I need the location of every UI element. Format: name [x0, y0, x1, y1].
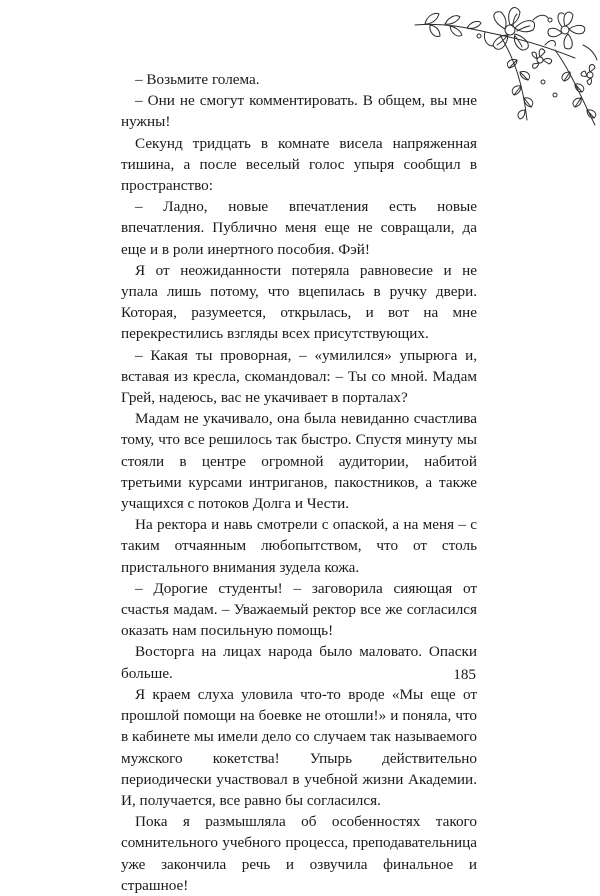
body-text — [121, 69, 477, 896]
paragraph: Я краем слуха уловила что-то вроде «Мы еще от прошлой помощи на боевке не отошли!» и поняла, что в кабинете мы имели дело со случаем так называемого мужского кокетства! Упырь действительно периодически участвовал в учебной жизни Академии. И, получается, все равно бы согласился. — [121, 685, 477, 809]
paragraph: – Ладно, новые впечатления есть новые впечатления. Публично меня еще не совращали, да еще и в роли инертного пособия. Фэй! — [121, 198, 477, 258]
paragraph: На ректора и навь смотрели с опаской, а на меня – с таким отчаянным любопытством, что от столь пристального внимания зудела кожа. — [121, 516, 477, 576]
paragraph: Пока я размышляла об особенностях такого сомнительного учебного процесса, преподавательница уже закончила речь и озвучила финальное и страшное! — [121, 813, 477, 894]
paragraph: Я от неожиданности потеряла равновесие и не упала лишь потому, что вцепилась в ручку двери. Которая, разумеется, открылась, и вот на мне перекрестились взгляды всех присутствующих. — [121, 261, 477, 343]
paragraph: – Возьмите голема. — [135, 71, 260, 88]
paragraph: – Какая ты проворная, – «умилился» упырюга и, вставая из кресла, скомандовал: – Ты со мной. Мадам Грей, надеюсь, вас не укачивает в порталах? — [121, 346, 477, 407]
page-number: 185 — [453, 666, 476, 683]
paragraph: Мадам не укачивало, она была невиданно счастлива тому, что все решилось так быстро. Спустя минуту мы стояли в центре огромной аудитории, набитой третьими курсами интриганов, пакостников, а также учащихся с потоков Долга и Чести. — [121, 410, 477, 513]
paragraph: Секунд тридцать в комнате висела напряженная тишина, а после веселый голос упыря сообщил в пространство: — [121, 134, 477, 195]
paragraph: Восторга на лицах народа было маловато. Опаски больше. — [121, 643, 477, 682]
paragraph: – Дорогие студенты! – заговорила сияющая от счастья мадам. – Уважаемый ректор все же согласился оказать нам посильную помощь! — [121, 579, 477, 640]
paragraph: – Они не смогут комментировать. В общем, вы мне нужны! — [121, 92, 477, 131]
